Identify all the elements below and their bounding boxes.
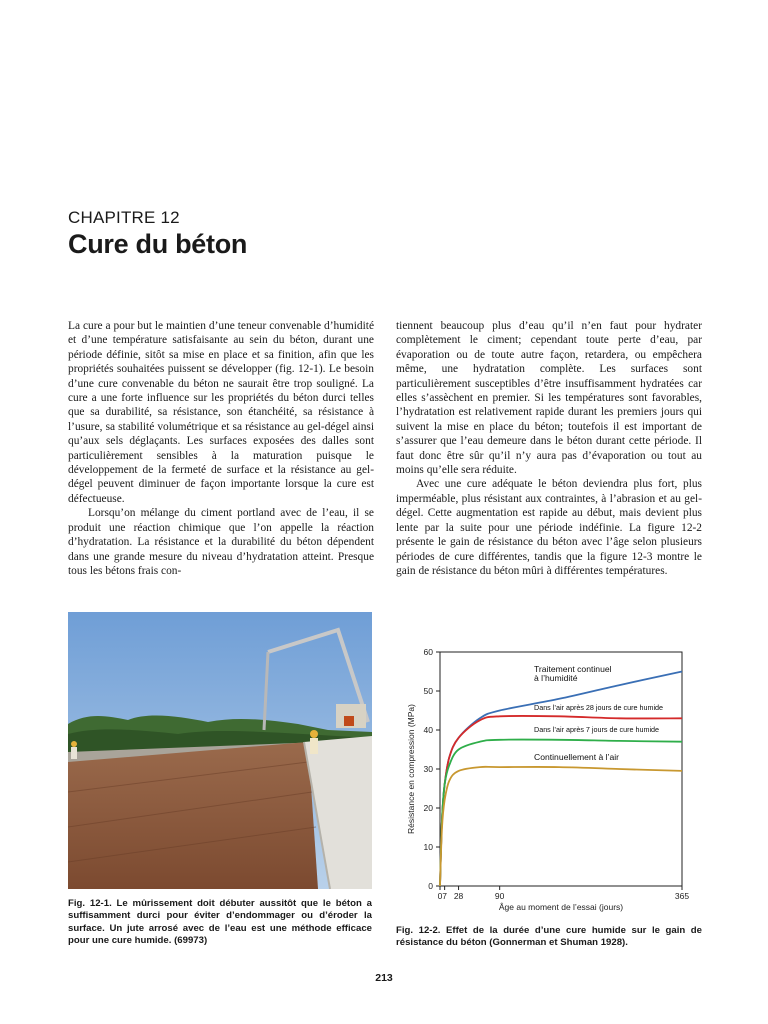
- chapter-label: CHAPITRE 12: [68, 208, 180, 227]
- photo-concrete-curing: [68, 612, 372, 889]
- y-tick-label: 60: [423, 647, 433, 657]
- x-tick-label: 365: [674, 891, 690, 901]
- series-line: [440, 767, 682, 886]
- y-tick-label: 20: [423, 803, 433, 813]
- series-label: Continuellement à l’air: [534, 752, 620, 762]
- x-axis-label: Âge au moment de l’essai (jours): [498, 902, 624, 912]
- series-label: Dans l’air après 28 jours de cure humide: [534, 703, 664, 712]
- x-tick-label: 90: [494, 891, 505, 901]
- y-tick-label: 30: [423, 764, 433, 774]
- x-tick-label: 28: [453, 891, 464, 901]
- page-number: 213: [375, 972, 393, 984]
- paragraph: Lorsqu’on mélange du ciment portland avec de l’eau, il se produit une réaction chimique que l’on appelle la réaction d’hydratation. La résistance et la durabilité du béton dépendent dans une grande mesure du niveau d’hydratation atteint. Presque tous les bétons frais con-: [68, 507, 374, 577]
- right-column: [396, 319, 702, 578]
- photo-illustration: [68, 612, 372, 889]
- x-tick-label: 7: [442, 891, 448, 901]
- figure-1-caption: Fig. 12-1. Le mûrissement doit débuter aussitôt que le béton a suffisamment durci pour éviter d’endommager ou d’éroder la surface. Un jute arrosé avec de l’eau est une méthode efficace pour une cure humide. (69973): [68, 898, 372, 946]
- paragraph: tiennent beaucoup plus d’eau qu’il n’en faut pour hydrater complètement le ciment; cependant toute perte d’eau, par évaporation ou de toute autre façon, retardera, ou empêchera même, une hydratation complète. Les surfaces sont particulièrement susceptibles d’être insuffisamment hydratées car elles s’assèchent en premier. Si les températures sont favorables, l’hydratation est relativement rapide durant les premiers jours qui suivent la mise en place du béton; toutefois il est important de s’assurer que l’eau demeure dans le béton durant cette période. Il faut donc être sûr qu’il n’y aura pas d’évaporation ou tout au moins qu’elle sera réduite.: [396, 320, 702, 477]
- y-tick-label: 50: [423, 686, 433, 696]
- strength-chart: [400, 640, 700, 920]
- series-label: Traitement continuel: [534, 664, 612, 674]
- series-label: à l’humidité: [534, 673, 578, 683]
- chapter-title: Cure du béton: [68, 229, 248, 259]
- series-label: Dans l’air après 7 jours de cure humide: [534, 725, 660, 734]
- y-tick-label: 40: [423, 725, 433, 735]
- x-tick-label: 0: [437, 891, 443, 901]
- paragraph: La cure a pour but le maintien d’une teneur convenable d’humidité et d’une température satisfaisante au sein du béton, durant une période définie, sitôt sa mise en place et sa finition, afin que les propriétés souhaitées puissent se développer (fig. 12-1). Le besoin d’une cure convenable du béton ne saurait être trop souligné. La cure a une forte influence sur les propriétés du béton durci telles que sa durabilité, sa résistance, son étanchéité, sa résistance à l’usure, sa stabilité volumétrique et sa résistance au gel-dégel ainsi qu’aux sels déglaçants. Les surfaces exposées des dalles sont particulièrement sensibles à la maturation puisque le développement de la fermeté de surface et la résistance au gel-dégel peuvent diminuer de façon importante lorsque la cure est défectueuse.: [68, 320, 374, 505]
- y-tick-label: 0: [428, 881, 433, 891]
- figure-2-caption: Fig. 12-2. Effet de la durée d’une cure humide sur le gain de résistance du béton (Gonnerman et Shuman 1928).: [396, 925, 702, 949]
- y-axis-label: Résistance en compression (MPa): [406, 704, 416, 834]
- y-tick-label: 10: [423, 842, 433, 852]
- left-column: [68, 319, 374, 578]
- paragraph: Avec une cure adéquate le béton deviendra plus fort, plus imperméable, plus résistant aux contraintes, à l’abrasion et au gel-dégel. Cette augmentation est rapide au début, mais devient plus lente par la suite pour une période indéfinie. La figure 12-2 présente le gain de résistance du béton avec l’âge selon plusieurs périodes de cure différentes, tandis que la figure 12-3 montre le gain de résistance du béton mûri à différentes températures.: [396, 478, 702, 577]
